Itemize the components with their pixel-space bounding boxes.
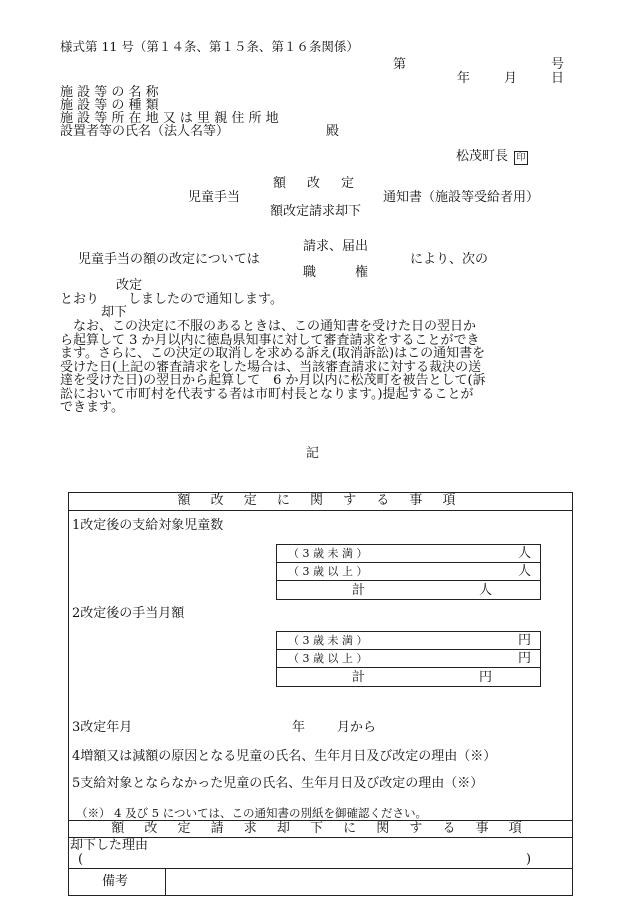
notice-line: ら起算して 3 か月以内に徳島県知事に対して審査請求をすることができ	[60, 332, 480, 348]
amount-under3-unit: 円	[518, 633, 532, 648]
notice-line: できます。	[60, 400, 124, 415]
notice-line: 受けた日(上記の審査請求をした場合は、当該審査請求に対する裁決の送	[60, 359, 482, 375]
option-request-report: 請求、届出	[303, 239, 369, 254]
notice-line: なお、この決定に不服のあるときは、この通知書を受けた日の翌日か	[60, 319, 477, 334]
body-p2-end: しましたので通知します。	[128, 292, 283, 307]
amount-total-unit: 円	[479, 670, 493, 685]
remarks-label: 備考	[102, 874, 129, 889]
facility-address-label: 施 設 等 所 在 地 又 は 里 親 住 所 地	[60, 111, 279, 126]
section-revision-header: 額 改 定 に 関 す る 事 項	[177, 493, 464, 508]
children-total-label: 計	[352, 583, 366, 598]
children-total-unit: 人	[479, 583, 493, 598]
body-p1-end: により、次の	[410, 252, 489, 267]
notice-line: 達を受けた日)の翌日から起算して 6 か月以内に松茂町を被告として(訴	[60, 373, 486, 388]
seal-mark: 印	[514, 151, 528, 165]
amount-total-label: 計	[352, 670, 366, 685]
amount-over3-unit: 円	[518, 651, 532, 666]
reject-paren-close: )	[526, 852, 532, 867]
revision-year-unit: 年	[292, 720, 306, 735]
facility-type-label: 施 設 等 の 種 類	[60, 98, 159, 113]
under3-label: （ 3 歳 未 満 ）	[288, 547, 368, 560]
issuer-name: 松茂町長	[456, 149, 509, 164]
date-day: 日	[551, 71, 565, 86]
date-year: 年	[457, 71, 471, 86]
item4-increase-decrease-label: 4増額又は減額の原因となる児童の氏名、生年月日及び改定の理由（※）	[72, 749, 497, 764]
reject-reason-label: 却下した理由	[70, 838, 149, 853]
facility-name-label: 施 設 等 の 名 称	[60, 85, 159, 100]
notice-line: 訟において市町村を代表する者は市町村長となります。)提起することが	[60, 386, 474, 402]
form-number: 様式第 11 号（第１４条、第１５条、第１６条関係）	[60, 39, 359, 54]
title-line3: 額改定請求却下	[270, 204, 362, 219]
notice-line: ます。さらに、この決定の取消しを求める訴え(取消訴訟)はこの通知書を	[60, 346, 486, 361]
appeal-notice	[60, 320, 570, 415]
title-line1: 額 改 定	[273, 176, 359, 191]
over3-unit: 人	[518, 564, 532, 579]
body-p2-start: とおり	[60, 292, 100, 307]
option-ex-officio: 職 権	[303, 265, 369, 280]
founder-name-label: 設置者等の氏名（法人名等）	[60, 124, 230, 139]
item2-monthly-amount-label: 2改定後の手当月額	[72, 606, 185, 621]
doc-number-prefix: 第	[393, 57, 407, 72]
body-p1-start: 児童手当の額の改定については	[78, 252, 260, 267]
date-month: 月	[504, 71, 518, 86]
under3-unit: 人	[518, 546, 532, 561]
issuer-title	[456, 150, 528, 165]
revision-month-from: 月から	[337, 720, 377, 735]
item3-revision-date-label: 3改定年月	[72, 720, 133, 735]
item5-not-eligible-label: 5支給対象とならなかった児童の氏名、生年月日及び改定の理由（※）	[72, 776, 484, 791]
doc-number-suffix: 号	[551, 57, 565, 72]
footnote: （※） 4 及び 5 については、この通知書の別紙を御確認ください。	[76, 806, 428, 820]
option-reject: 却下	[101, 305, 128, 320]
over3-label: （ 3 歳 以 上 ）	[288, 565, 368, 578]
amount-over3-label: （ 3 歳 以 上 ）	[288, 652, 368, 665]
option-revise: 改定	[116, 278, 143, 293]
reject-paren-open: (	[78, 852, 84, 867]
title-left: 児童手当	[188, 190, 241, 205]
amount-under3-label: （ 3 歳 未 満 ）	[288, 634, 368, 647]
ki-mark: 記	[306, 446, 320, 461]
honorific: 殿	[326, 124, 340, 139]
item1-children-count-label: 1改定後の支給対象児童数	[72, 518, 224, 533]
section-reject-header: 額 改 定 請 求 却 下 に 関 す る 事 項	[111, 821, 530, 836]
title-right: 通知書（施設等受給者用）	[383, 190, 540, 205]
